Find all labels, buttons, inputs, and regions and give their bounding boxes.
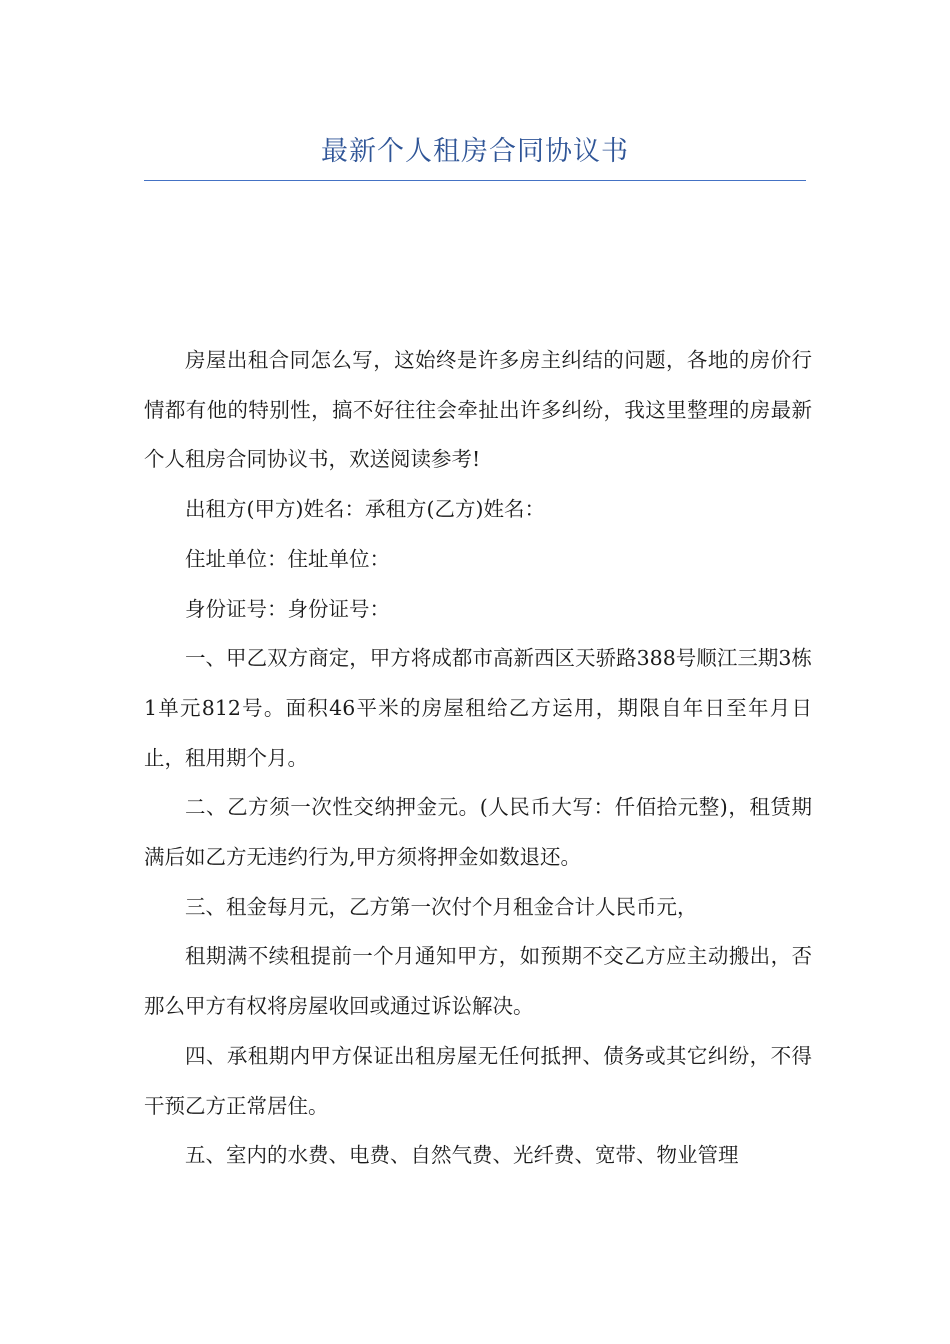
paragraph-party-names: 出租方(甲方)姓名：承租方(乙方)姓名： — [185, 497, 545, 522]
document-body — [144, 336, 812, 1181]
title-underline — [144, 180, 806, 181]
paragraph-clause-1: 一、甲乙双方商定，甲方将成都市高新西区天骄路388号顺江三期3栋1单元812号。面积46平米的房屋租给乙方运用，期限自年日至年月日止，租用期个月。 — [144, 646, 812, 770]
paragraph-clause-2: 二、乙方须一次性交纳押金元。(人民币大写：仟佰拾元整)，租赁期满后如乙方无违约行为,甲方须将押金如数退还。 — [144, 795, 812, 870]
paragraph-clause-5: 五、室内的水费、电费、自然气费、光纤费、宽带、物业管理 — [185, 1143, 739, 1168]
paragraph-id-number: 身份证号：身份证号： — [185, 596, 390, 621]
paragraph-clause-3-cont: 租期满不续租提前一个月通知甲方，如预期不交乙方应主动搬出，否那么甲方有权将房屋收回或通过诉讼解决。 — [144, 944, 812, 1019]
document-title: 最新个人租房合同协议书 — [321, 136, 629, 167]
paragraph-intro: 房屋出租合同怎么写，这始终是许多房主纠结的问题，各地的房价行情都有他的特别性，搞不好往往会牵扯出许多纠纷，我这里整理的房最新个人租房合同协议书，欢送阅读参考! — [144, 348, 812, 472]
paragraph-clause-4: 四、承租期内甲方保证出租房屋无任何抵押、债务或其它纠纷，不得干预乙方正常居住。 — [144, 1043, 812, 1118]
paragraph-clause-3: 三、租金每月元，乙方第一次付个月租金合计人民币元， — [185, 894, 698, 919]
paragraph-address: 住址单位：住址单位： — [185, 546, 390, 571]
